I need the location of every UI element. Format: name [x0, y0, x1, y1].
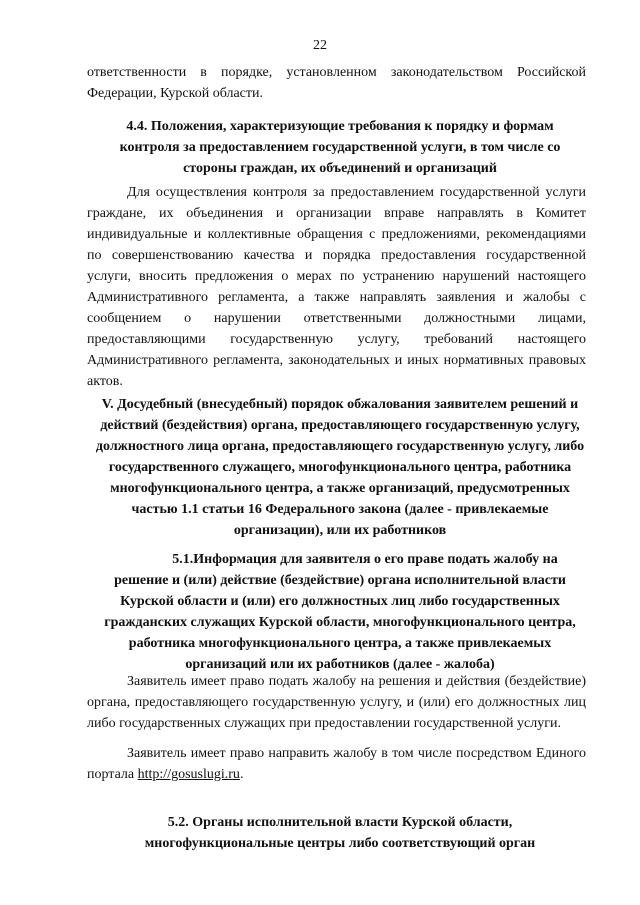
intro-paragraph: ответственности в порядке, установленном законодательством Российской Федерации, Курской области.	[87, 65, 586, 101]
page-number: 22	[313, 38, 327, 53]
section-4-4-heading: 4.4. Положения, характеризующие требования к порядку и формам контроля за предоставлением государственной услуги, в том числе со стороны граждан, их объединений и организаций	[119, 119, 561, 176]
section-5-2-heading: 5.2. Органы исполнительной власти Курской области, многофункциональные центры либо соответствующий орган	[144, 815, 536, 851]
paragraph-2-text: Заявитель имеет право направить жалобу в том числе посредством Единого портала	[87, 746, 586, 782]
section-5-1-paragraph-2	[87, 743, 586, 785]
section-v-heading: V. Досудебный (внесудебный) порядок обжалования заявителем решений и действий (бездействия) органа, предоставляющего государственную услугу, должностного лица органа, предоставляющего государственную услугу, либо государственного служащего, многофункционального центра, работника многофункционального центра, а также организаций, предусмотренных частью 1.1 статьи 16 Федерального закона (далее - привлекаемые организации), или их работников	[95, 397, 585, 538]
section-4-4-paragraph: Для осуществления контроля за предоставлением государственной услуги граждане, их объединения и организации вправе направлять в Комитет индивидуальные и коллективные обращения с предложениями, рекомендациями по совершенствованию качества и порядка предоставления государственной услуги, вносить предложения о мерах по устранению нарушений настоящего Административного регламента, а также направлять заявления и жалобы с сообщением о нарушении ответственными должностными лицами, предоставляющими государственную услугу, требований настоящего Административного регламента, законодательных и иных нормативных правовых актов.	[87, 185, 586, 389]
section-5-1-paragraph-1: Заявитель имеет право подать жалобу на решения и действия (бездействие) органа, предоставляющего государственную услугу, и (или) его должностных лиц либо государственных служащих при предоставлении государственной услуги.	[87, 674, 586, 731]
paragraph-2-end: .	[239, 767, 244, 782]
gosuslugi-link[interactable]: http://gosuslugi.ru	[137, 767, 240, 782]
section-5-1-heading: 5.1.Информация для заявителя о его праве подать жалобу на решение и (или) действие (бездействие) органа исполнительной власти Курской области и (или) его должностных лиц либо государственных гражданских служащих Курской области, многофункционального центра, работника многофункционального центра, а также привлекаемых организаций или их работников (далее - жалоба)	[104, 552, 576, 672]
